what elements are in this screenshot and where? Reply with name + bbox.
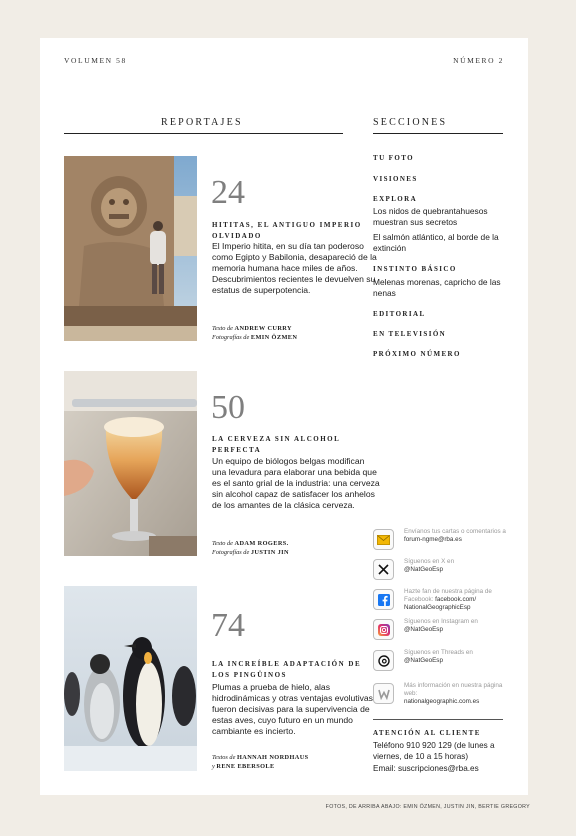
secciones-heading: SECCIONES (373, 117, 448, 128)
atencion-heading: ATENCIÓN AL CLIENTE (373, 729, 481, 737)
article-description: Un equipo de biólogos belgas modifican una levadura para elaborar una bebida que es el santo grial de la industria: una cerveza sin alcohol capaz de satisfacer los anhelos de los amantes de la clásica cerveza. (212, 456, 380, 510)
article-page-number: 50 (211, 389, 245, 426)
threads-icon (373, 650, 394, 671)
section-en-television[interactable]: EN TELEVISIÓN (373, 330, 447, 338)
section-tu-foto[interactable]: TU FOTO (373, 154, 414, 162)
contact-text: Síguenos en Threads en @NatGeoEsp (404, 649, 473, 664)
photo-author: JUSTIN JIN (250, 549, 289, 556)
text-credit-label: Texto de (212, 325, 233, 332)
section-visiones[interactable]: VISIONES (373, 175, 418, 183)
atencion-phone: Teléfono 910 920 129 (de lunes a viernes, de 10 a 15 horas) (373, 741, 495, 761)
contact-text: Hazte fan de nuestra página de Facebook: facebook.com/ NationalGeographicEsp (404, 588, 492, 611)
photo-credit-label: Fotografías de (212, 334, 250, 341)
section-explora[interactable]: EXPLORA (373, 195, 418, 203)
article-title[interactable]: LA CERVEZA SIN ALCOHOL PERFECTA (212, 435, 340, 454)
contact-x[interactable] (373, 559, 508, 581)
instinto-item[interactable]: Melenas morenas, capricho de las nenas (373, 277, 501, 298)
atencion-email[interactable]: Email: suscripciones@rba.es (373, 764, 479, 773)
web-icon (373, 683, 394, 704)
article-credits (212, 539, 382, 557)
contact-handle: @NatGeoEsp (404, 656, 443, 664)
contact-handle: @NatGeoEsp (404, 625, 443, 633)
section-proximo-numero[interactable]: PRÓXIMO NÚMERO (373, 350, 461, 358)
volume-label: VOLUMEN 58 (64, 56, 127, 65)
contact-web[interactable] (373, 683, 508, 705)
article-description: El Imperio hitita, en su día tan poderoso como Egipto y Babilonia, desapareció de la memoria humana hace miles de años. Descubrimientos recientes le devuelven su estatus de superpotencia. (212, 241, 377, 295)
photo-author: EMIN ÖZMEN (250, 334, 298, 341)
article-title[interactable]: HITITAS, EL ANTIGUO IMPERIO OLVIDADO (212, 221, 362, 240)
contact-text: Síguenos en X en @NatGeoEsp (404, 558, 455, 573)
section-editorial[interactable]: EDITORIAL (373, 310, 426, 318)
section-instinto-basico[interactable]: INSTINTO BÁSICO (373, 265, 457, 273)
text-credit-label: Textos de (212, 754, 236, 761)
facebook-icon (373, 589, 394, 610)
text-credit-label: Texto de (212, 540, 233, 547)
issue-number-label: NÚMERO 2 (453, 56, 504, 65)
text-author: ANDREW CURRY (234, 325, 292, 332)
x-icon (373, 559, 394, 580)
reportajes-rule (64, 133, 343, 134)
explora-item[interactable]: El salmón atlántico, al borde de la extinción (373, 232, 499, 253)
contact-text: Más información en nuestra página web: nationalgeographic.com.es (404, 682, 503, 705)
article-photo-penguins[interactable] (64, 586, 197, 771)
contact-instagram[interactable] (373, 619, 508, 641)
contact-text: Envíanos tus cartas o comentarios a forum-ngme@rba.es (404, 528, 506, 543)
contact-handle: forum-ngme@rba.es (404, 535, 462, 543)
photo-author: RENE EBERSOLE (216, 763, 275, 770)
contact-facebook[interactable] (373, 589, 508, 611)
article-credits (212, 324, 382, 342)
contact-handle: @NatGeoEsp (404, 565, 443, 573)
instagram-icon (373, 619, 394, 640)
atencion-rule (373, 719, 503, 720)
contact-text: Síguenos en Instagram en @NatGeoEsp (404, 618, 478, 633)
contact-mail[interactable] (373, 529, 508, 551)
secciones-rule (373, 133, 503, 134)
text-author: ADAM ROGERS. (234, 540, 289, 547)
contents-page (40, 38, 528, 795)
contact-handle: nationalgeographic.com.es (404, 697, 480, 705)
mail-icon (373, 529, 394, 550)
article-title[interactable]: LA INCREÍBLE ADAPTACIÓN DE LOS PINGÜINOS (212, 660, 362, 679)
explora-item[interactable]: Los nidos de quebrantahuesos muestran sus secretos (373, 206, 488, 227)
article-page-number: 74 (211, 607, 245, 644)
contact-handle: facebook.com/ NationalGeographicEsp (404, 595, 477, 611)
article-photo-hittite-statue[interactable] (64, 156, 197, 341)
article-page-number: 24 (211, 174, 245, 211)
article-photo-beer-glass[interactable] (64, 371, 197, 556)
article-credits (212, 753, 382, 771)
article-description: Plumas a prueba de hielo, alas hidrodinámicas y otras ventajas evolutivas fueron decisivas para la supervivencia de estas aves, cuyo futuro en un mundo cambiante es incierto. (212, 682, 373, 736)
photo-credit-label: Fotografías de (212, 549, 250, 556)
reportajes-heading: REPORTAJES (161, 117, 243, 128)
contact-threads[interactable] (373, 650, 508, 672)
photo-credit-label: y (212, 763, 215, 770)
photo-credits-footer: FOTOS, DE ARRIBA ABAJO: EMIN ÖZMEN, JUSTIN JIN, BERTIE GREGORY (325, 804, 530, 810)
text-author: HANNAH NORDHAUS (236, 754, 309, 761)
